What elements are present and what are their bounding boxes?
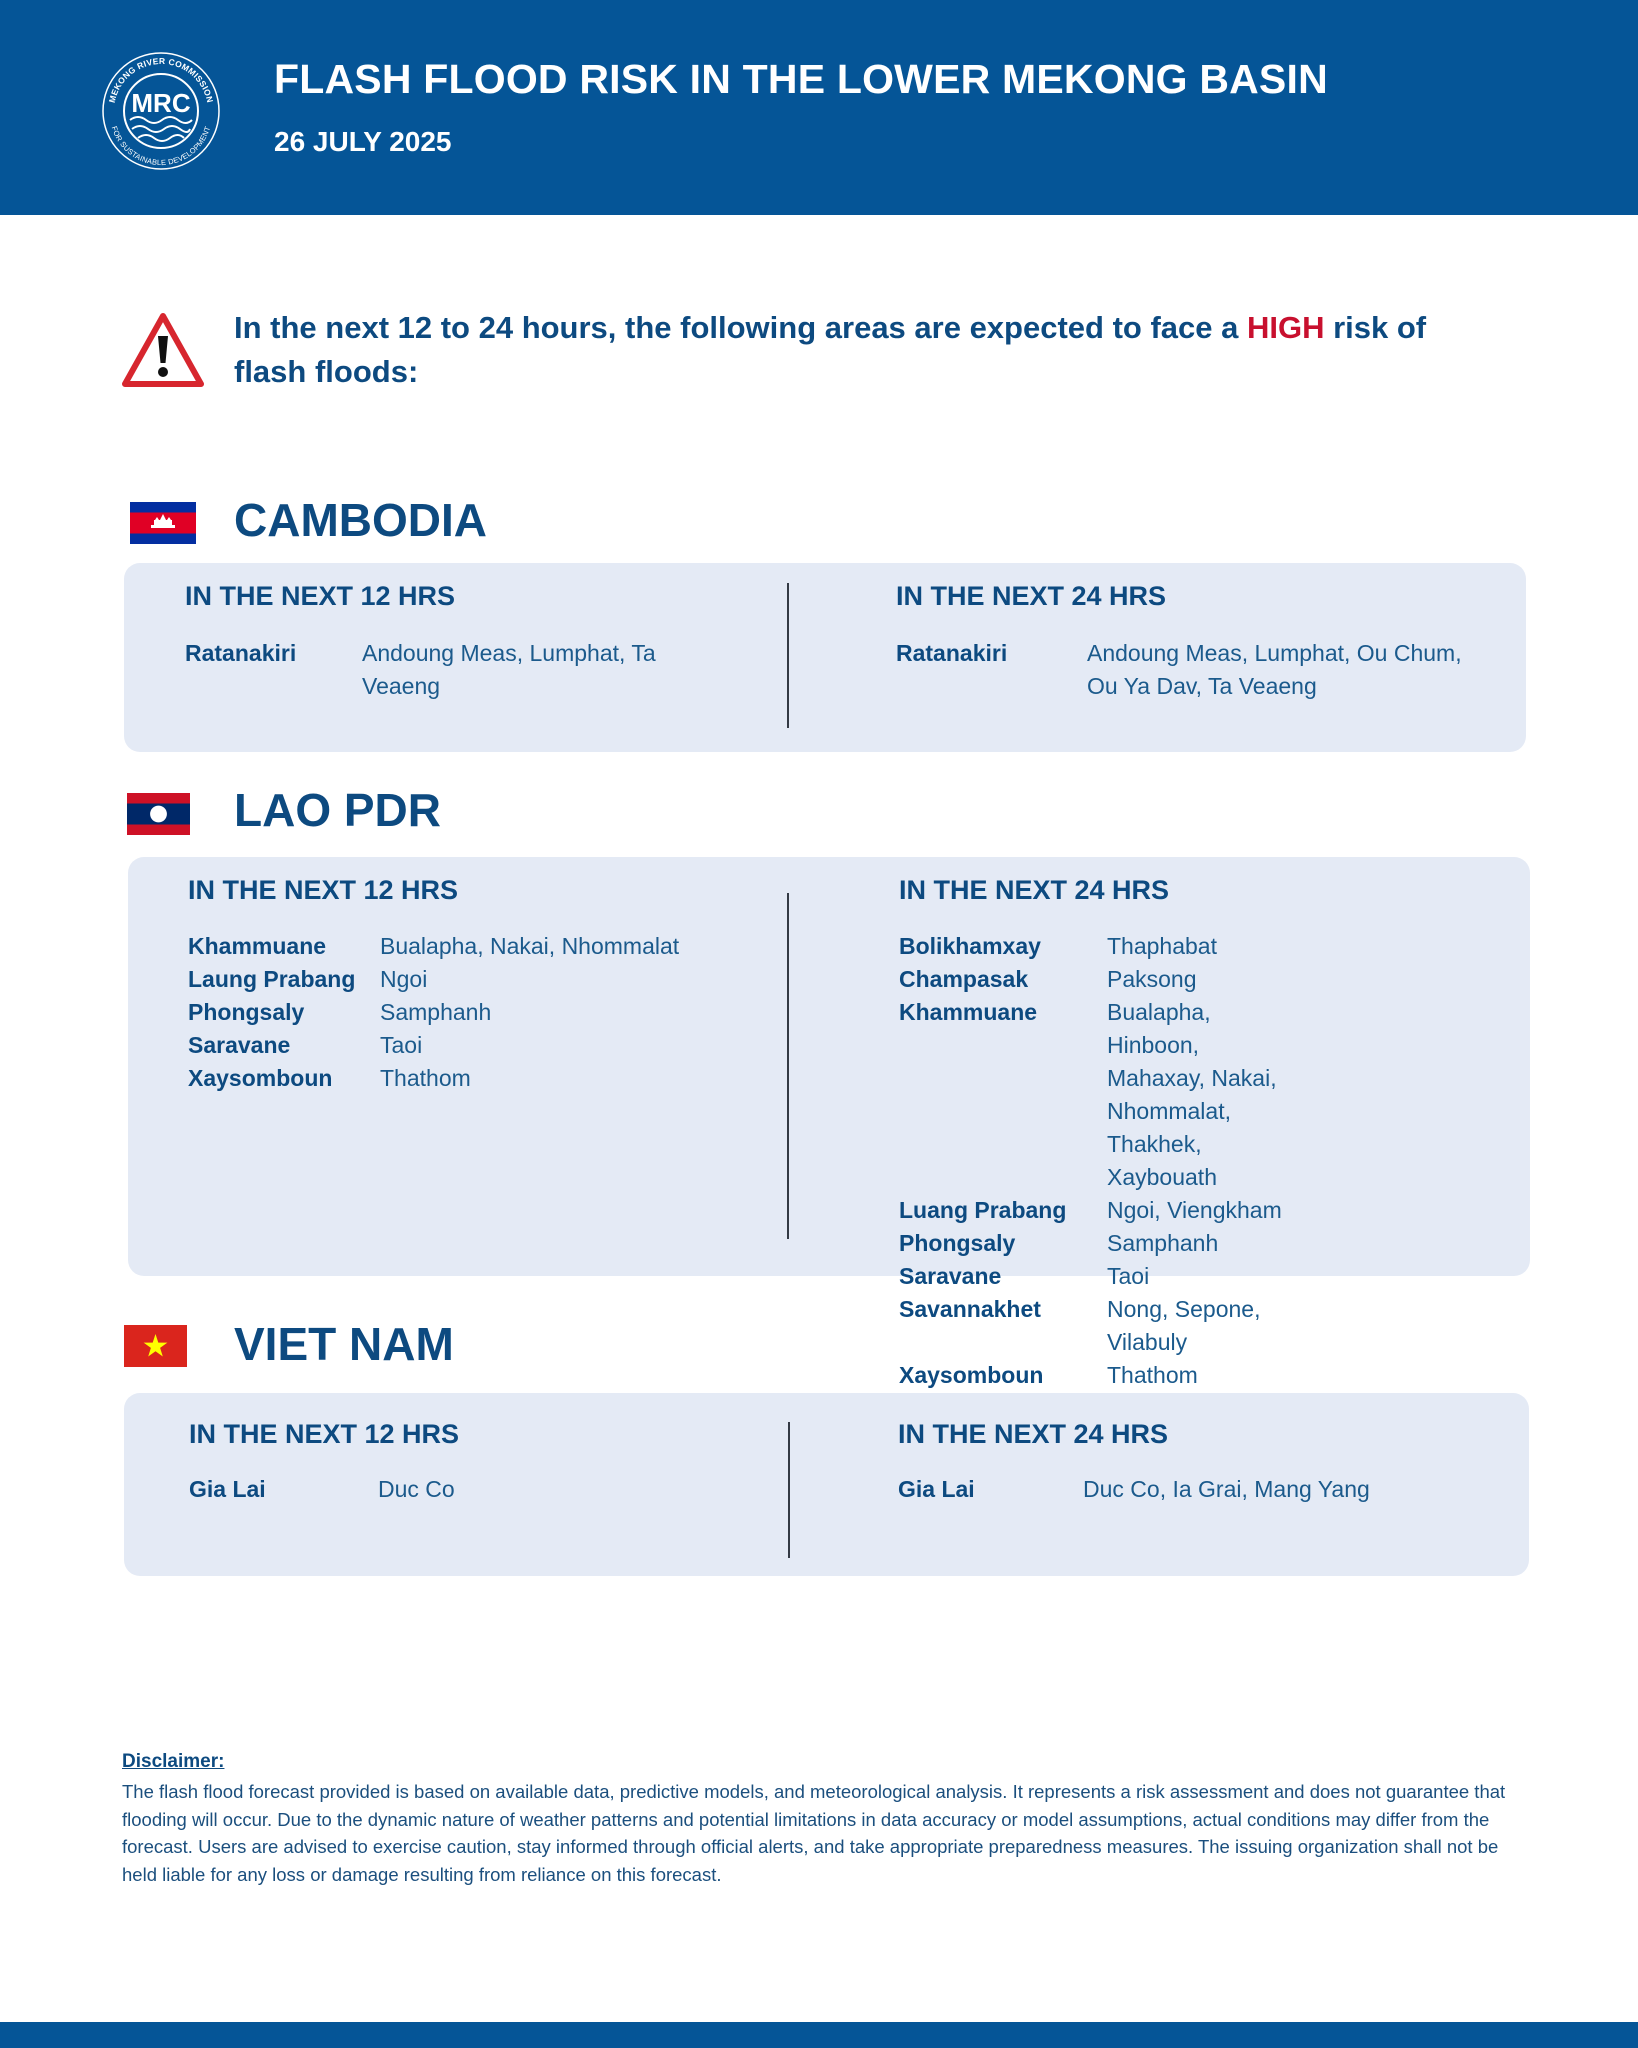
province-name: Saravane	[188, 1032, 291, 1058]
district-list: Andoung Meas, Lumphat, Ta Veaeng	[362, 640, 656, 699]
cambodia-12h-title: IN THE NEXT 12 HRS	[185, 581, 456, 611]
column-divider	[788, 1422, 790, 1558]
cambodia-12h-list	[185, 637, 705, 703]
header-banner	[0, 0, 1638, 215]
column-divider	[787, 893, 789, 1239]
list-item	[188, 1062, 728, 1095]
alert-text-after: risk of flash floods:	[234, 310, 1427, 389]
list-item	[899, 963, 1299, 996]
district-list: Thathom	[1107, 1362, 1198, 1388]
viet-nam-forecast-card	[124, 1393, 1529, 1576]
list-item	[185, 637, 705, 703]
province-name: Phongsaly	[899, 1230, 1016, 1256]
laos-flag-icon	[127, 793, 190, 835]
district-list: Duc Co, Ia Grai, Mang Yang	[1083, 1476, 1370, 1502]
column-divider	[787, 583, 789, 728]
province-name: Saravane	[899, 1263, 1002, 1289]
province-name: Khammuane	[188, 933, 327, 959]
province-name: Ratanakiri	[185, 640, 297, 666]
cambodia-24h-list	[896, 637, 1496, 703]
list-item	[189, 1473, 709, 1506]
list-item	[899, 1227, 1299, 1260]
lao-12h-title: IN THE NEXT 12 HRS	[188, 875, 459, 905]
alert-message	[234, 306, 1454, 394]
list-item	[899, 1260, 1299, 1293]
province-name: Gia Lai	[189, 1476, 266, 1502]
province-name: Khammuane	[899, 999, 1038, 1025]
lao-24h-title: IN THE NEXT 24 HRS	[899, 875, 1170, 905]
district-list: Taoi	[1107, 1263, 1150, 1289]
district-list: Ngoi, Viengkham	[1107, 1197, 1282, 1223]
province-name: Ratanakiri	[896, 640, 1008, 666]
footer-bar	[0, 2022, 1638, 2048]
province-name: Luang Prabang	[899, 1197, 1067, 1223]
list-item	[898, 1473, 1498, 1506]
cambodia-forecast-card	[124, 563, 1526, 752]
list-item	[188, 930, 728, 963]
district-list: Taoi	[380, 1032, 423, 1058]
province-name: Xaysomboun	[899, 1362, 1044, 1388]
vietnam-24h-title: IN THE NEXT 24 HRS	[898, 1419, 1169, 1449]
district-list: Duc Co	[378, 1476, 455, 1502]
cambodia-24h-title: IN THE NEXT 24 HRS	[896, 581, 1167, 611]
district-list: Samphanh	[1107, 1230, 1219, 1256]
list-item	[899, 930, 1299, 963]
country-heading-cambodia: CAMBODIA	[234, 494, 487, 546]
province-name: Bolikhamxay	[899, 933, 1041, 959]
district-list: Bualapha, Nakai, Nhommalat	[380, 933, 680, 959]
province-name: Xaysomboun	[188, 1065, 333, 1091]
province-name: Phongsaly	[188, 999, 305, 1025]
list-item	[188, 1029, 728, 1062]
district-list: Ngoi	[380, 966, 428, 992]
province-name: Savannakhet	[899, 1296, 1041, 1322]
lao-24h-list	[899, 930, 1299, 1392]
province-name: Laung Prabang	[188, 966, 356, 992]
list-item	[896, 637, 1496, 703]
list-item	[899, 1194, 1299, 1227]
lao-12h-list	[188, 930, 728, 1095]
district-list: Andoung Meas, Lumphat, Ou Chum, Ou Ya Dav, Ta Veaeng	[1087, 640, 1462, 699]
report-date: 26 JULY 2025	[274, 126, 452, 157]
warning-icon	[121, 312, 205, 388]
vietnam-24h-list	[898, 1473, 1498, 1506]
vietnam-12h-list	[189, 1473, 709, 1506]
province-name: Gia Lai	[898, 1476, 975, 1502]
cambodia-flag-icon	[130, 502, 196, 544]
vietnam-flag-icon	[124, 1325, 187, 1367]
list-item	[188, 963, 728, 996]
list-item	[188, 996, 728, 1029]
list-item	[899, 996, 1299, 1194]
district-list: Nong, Sepone, Vilabuly	[1107, 1296, 1261, 1355]
district-list: Thathom	[380, 1065, 471, 1091]
disclaimer-text: The flash flood forecast provided is based on available data, predictive models, and meteorological analysis. It represents a risk assessment and does not guarantee that flooding will occur. Due to the dynamic nature of weather patterns and potential limitations in data accuracy or model assumptions, actual conditions may differ from the forecast. Users are advised to exercise caution, stay informed through official alerts, and take appropriate preparedness measures. The issuing organization shall not be held liable for any loss or damage resulting from reliance on this forecast.	[122, 1781, 1506, 1885]
mrc-logo	[100, 50, 222, 172]
district-list: Bualapha, Hinboon, Mahaxay, Nakai, Nhommalat, Thakhek, Xaybouath	[1107, 999, 1277, 1190]
country-heading-lao-pdr: LAO PDR	[234, 784, 441, 836]
page-title: FLASH FLOOD RISK IN THE LOWER MEKONG BASIN	[274, 56, 1328, 102]
country-heading-viet-nam: VIET NAM	[234, 1318, 454, 1370]
list-item	[899, 1293, 1299, 1359]
province-name: Champasak	[899, 966, 1029, 992]
district-list: Paksong	[1107, 966, 1197, 992]
logo-abbr: MRC	[131, 88, 191, 118]
logo-ring-bottom-text: FOR SUSTAINABLE DEVELOPMENT	[109, 125, 213, 168]
list-item	[899, 1359, 1299, 1392]
risk-level-high: HIGH	[1246, 310, 1325, 345]
disclaimer-title: Disclaimer:	[122, 1751, 225, 1772]
logo-ring-top-text: MEKONG RIVER COMMISSION	[106, 55, 216, 104]
vietnam-12h-title: IN THE NEXT 12 HRS	[189, 1419, 460, 1449]
district-list: Samphanh	[380, 999, 492, 1025]
district-list: Thaphabat	[1107, 933, 1217, 959]
alert-text-before: In the next 12 to 24 hours, the following areas are expected to face a	[234, 310, 1247, 345]
